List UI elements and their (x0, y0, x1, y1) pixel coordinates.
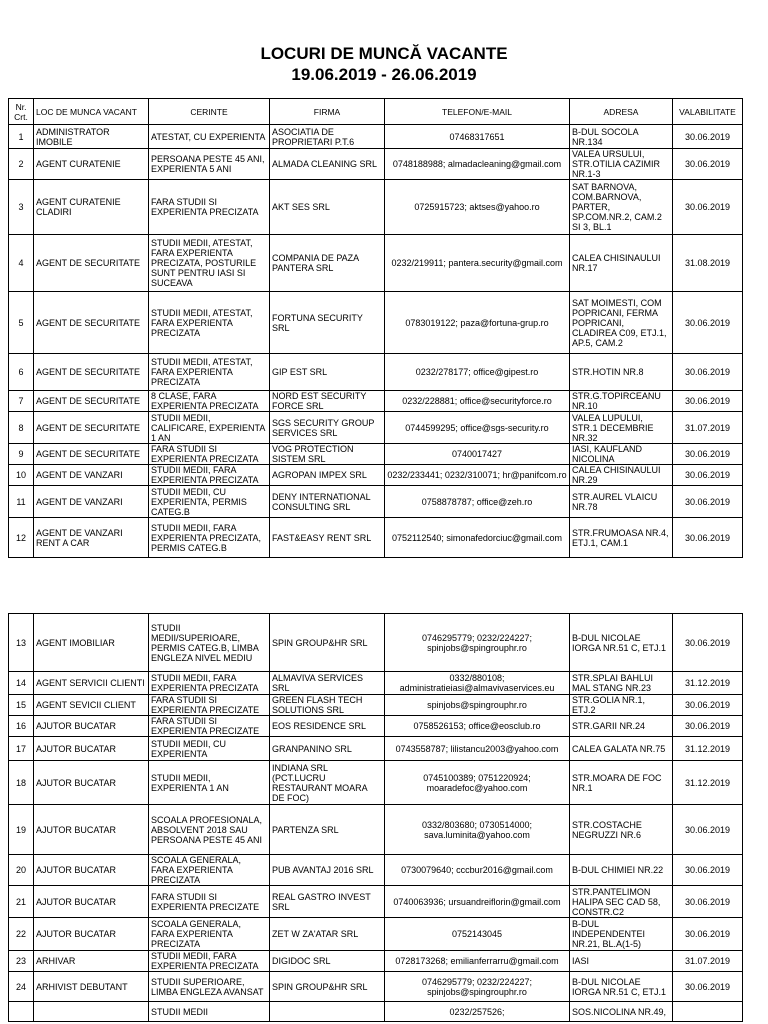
cell-valid-until: 30.06.2019 (673, 886, 743, 918)
cell-row-number: 10 (9, 465, 34, 486)
cell-company: ALMAVIVA SERVICES SRL (270, 672, 385, 695)
cell-valid-until: 31.12.2019 (673, 672, 743, 695)
cell-valid-until: 30.06.2019 (673, 292, 743, 354)
cell-row-number: 7 (9, 391, 34, 412)
cell-company: NORD EST SECURITY FORCE SRL (270, 391, 385, 412)
cell-row-number: 24 (9, 972, 34, 1002)
cell-company: AGROPAN IMPEX SRL (270, 465, 385, 486)
cell-requirements: ATESTAT, CU EXPERIENTA (149, 125, 270, 149)
cell-address: SOS.NICOLINA NR.49, (570, 1002, 673, 1022)
cell-contact: 0232/233441; 0232/310071; hr@panifcom.ro (385, 465, 570, 486)
cell-requirements: STUDII MEDII, ATESTAT, FARA EXPERIENTA PRECIZATA (149, 354, 270, 391)
cell-address: B-DUL INDEPENDENTEI NR.21, BL.A(1-5) (570, 918, 673, 951)
table-header-row (9, 99, 743, 125)
cell-job-title: AJUTOR BUCATAR (34, 886, 149, 918)
cell-company: FAST&EASY RENT SRL (270, 518, 385, 558)
cell-requirements: STUDII MEDII/SUPERIOARE, PERMIS CATEG.B, LIMBA ENGLEZA NIVEL MEDIU (149, 614, 270, 672)
cell-requirements: STUDII MEDII, FARA EXPERIENTA PRECIZATA, PERMIS CATEG.B (149, 518, 270, 558)
cell-row-number: 8 (9, 412, 34, 444)
cell-address: CALEA CHISINAULUI NR.29 (570, 465, 673, 486)
cell-company: AKT SES SRL (270, 180, 385, 235)
cell-address: IASI (570, 951, 673, 972)
table-row (9, 444, 743, 465)
cell-address: STR.GOLIA NR.1, ETJ.2 (570, 695, 673, 716)
cell-requirements: FARA STUDII SI EXPERIENTA PRECIZATA (149, 180, 270, 235)
cell-address: B-DUL NICOLAE IORGA NR.51 C, ETJ.1 (570, 614, 673, 672)
cell-row-number: 16 (9, 716, 34, 737)
cell-row-number: 18 (9, 761, 34, 805)
header-cerinte: CERINTE (149, 99, 270, 125)
cell-address: STR.G.TOPIRCEANU NR.10 (570, 391, 673, 412)
cell-address: VALEA LUPULUI, STR.1 DECEMBRIE NR.32 (570, 412, 673, 444)
cell-contact: 0725915723; aktses@yahoo.ro (385, 180, 570, 235)
cell-job-title: ADMINISTRATOR IMOBILE (34, 125, 149, 149)
cell-requirements: STUDII MEDII, CU EXPERIENTA, PERMIS CATEG.B (149, 486, 270, 518)
cell-job-title: AGENT IMOBILIAR (34, 614, 149, 672)
cell-valid-until: 30.06.2019 (673, 972, 743, 1002)
header-valabilitate: VALABILITATE (673, 99, 743, 125)
cell-row-number: 21 (9, 886, 34, 918)
table-row (9, 518, 743, 558)
header-telefon: TELEFON/E-MAIL (385, 99, 570, 125)
cell-company: ZET W ZA'ATAR SRL (270, 918, 385, 951)
cell-valid-until: 30.06.2019 (673, 716, 743, 737)
cell-company: SPIN GROUP&HR SRL (270, 972, 385, 1002)
cell-contact: 0730079640; cccbur2016@gmail.com (385, 855, 570, 886)
cell-row-number: 4 (9, 235, 34, 292)
cell-company: REAL GASTRO INVEST SRL (270, 886, 385, 918)
cell-valid-until: 30.06.2019 (673, 918, 743, 951)
header-nr: Nr. Crt. (9, 99, 34, 125)
cell-requirements: SCOALA PROFESIONALA, ABSOLVENT 2018 SAU PERSOANA PESTE 45 ANI (149, 805, 270, 855)
cell-contact: 0332/880108; administratieiasi@almavivaservices.eu (385, 672, 570, 695)
cell-requirements: FARA STUDII SI EXPERIENTA PRECIZATE (149, 695, 270, 716)
cell-address: IASI, KAUFLAND NICOLINA (570, 444, 673, 465)
cell-valid-until: 30.06.2019 (673, 444, 743, 465)
cell-row-number: 3 (9, 180, 34, 235)
cell-job-title: AJUTOR BUCATAR (34, 855, 149, 886)
cell-job-title: AGENT DE SECURITATE (34, 354, 149, 391)
table-row (9, 465, 743, 486)
cell-job-title: AGENT SERVICII CLIENTI (34, 672, 149, 695)
cell-company: GRANPANINO SRL (270, 737, 385, 761)
cell-company: VOG PROTECTION SISTEM SRL (270, 444, 385, 465)
cell-company: ASOCIATIA DE PROPRIETARI P.T.6 (270, 125, 385, 149)
cell-job-title: ARHIVIST DEBUTANT (34, 972, 149, 1002)
cell-row-number: 12 (9, 518, 34, 558)
cell-requirements: 8 CLASE, FARA EXPERIENTA PRECIZATA (149, 391, 270, 412)
cell-company: PARTENZA SRL (270, 805, 385, 855)
cell-contact: 0740063936; ursuandreiflorin@gmail.com (385, 886, 570, 918)
cell-row-number: 22 (9, 918, 34, 951)
cell-valid-until: 30.06.2019 (673, 614, 743, 672)
cell-job-title: AJUTOR BUCATAR (34, 737, 149, 761)
cell-requirements: PERSOANA PESTE 45 ANI, EXPERIENTA 5 ANI (149, 149, 270, 180)
cell-row-number: 6 (9, 354, 34, 391)
cell-contact: 0752112540; simonafedorciuc@gmail.com (385, 518, 570, 558)
cell-valid-until: 31.08.2019 (673, 235, 743, 292)
table-row (9, 716, 743, 737)
jobs-table-2-body (9, 614, 743, 1022)
cell-requirements: FARA STUDII SI EXPERIENTA PRECIZATE (149, 716, 270, 737)
cell-job-title: AJUTOR BUCATAR (34, 805, 149, 855)
cell-valid-until: 31.12.2019 (673, 761, 743, 805)
cell-job-title (34, 1002, 149, 1022)
cell-job-title: AGENT SEVICII CLIENT (34, 695, 149, 716)
cell-requirements: FARA STUDII SI EXPERIENTA PRECIZATA (149, 444, 270, 465)
cell-row-number: 17 (9, 737, 34, 761)
cell-job-title: AGENT CURATENIE (34, 149, 149, 180)
cell-valid-until: 30.06.2019 (673, 391, 743, 412)
cell-valid-until: 30.06.2019 (673, 695, 743, 716)
cell-address: SAT MOIMESTI, COM POPRICANI, FERMA POPRICANI, CLADIREA C09, ETJ.1, AP.5, CAM.2 (570, 292, 673, 354)
cell-row-number: 13 (9, 614, 34, 672)
table-row (9, 951, 743, 972)
cell-requirements: STUDII MEDII, CU EXPERIENTA (149, 737, 270, 761)
cell-contact: 0746295779; 0232/224227; spinjobs@spingrouphr.ro (385, 614, 570, 672)
table-row (9, 737, 743, 761)
cell-address: B-DUL CHIMIEI NR.22 (570, 855, 673, 886)
cell-requirements: STUDII MEDII, FARA EXPERIENTA PRECIZATA (149, 672, 270, 695)
cell-valid-until: 30.06.2019 (673, 125, 743, 149)
cell-contact: 0758526153; office@eosclub.ro (385, 716, 570, 737)
table-row (9, 354, 743, 391)
cell-contact: 0740017427 (385, 444, 570, 465)
cell-contact: 0783019122; paza@fortuna-grup.ro (385, 292, 570, 354)
table-row (9, 855, 743, 886)
page-subtitle: 19.06.2019 - 26.06.2019 (291, 65, 477, 84)
table-row (9, 292, 743, 354)
cell-valid-until: 30.06.2019 (673, 149, 743, 180)
cell-job-title: AGENT DE SECURITATE (34, 412, 149, 444)
cell-job-title: AGENT DE SECURITATE (34, 235, 149, 292)
cell-row-number: 11 (9, 486, 34, 518)
cell-job-title: AJUTOR BUCATAR (34, 716, 149, 737)
cell-company: FORTUNA SECURITY SRL (270, 292, 385, 354)
cell-requirements: STUDII MEDII, CALIFICARE, EXPERIENTA 1 AN (149, 412, 270, 444)
cell-row-number: 19 (9, 805, 34, 855)
header-adresa: ADRESA (570, 99, 673, 125)
cell-valid-until: 30.06.2019 (673, 465, 743, 486)
table-row (9, 805, 743, 855)
cell-address: STR.HOTIN NR.8 (570, 354, 673, 391)
cell-contact: 07468317651 (385, 125, 570, 149)
cell-company: DENY INTERNATIONAL CONSULTING SRL (270, 486, 385, 518)
cell-job-title: AGENT DE VANZARI (34, 465, 149, 486)
cell-requirements: STUDII MEDII (149, 1002, 270, 1022)
cell-company: GIP EST SRL (270, 354, 385, 391)
cell-valid-until (673, 1002, 743, 1022)
table-row (9, 972, 743, 1002)
cell-address: STR.MOARA DE FOC NR.1 (570, 761, 673, 805)
page-title: LOCURI DE MUNCĂ VACANTE (260, 44, 508, 63)
cell-row-number: 9 (9, 444, 34, 465)
cell-valid-until: 31.12.2019 (673, 737, 743, 761)
cell-row-number: 23 (9, 951, 34, 972)
cell-row-number: 15 (9, 695, 34, 716)
cell-address: STR.GARII NR.24 (570, 716, 673, 737)
table-row (9, 672, 743, 695)
cell-row-number: 14 (9, 672, 34, 695)
cell-row-number: 2 (9, 149, 34, 180)
table-row (9, 125, 743, 149)
cell-row-number: 1 (9, 125, 34, 149)
cell-requirements: FARA STUDII SI EXPERIENTA PRECIZATE (149, 886, 270, 918)
cell-requirements: STUDII MEDII, ATESTAT, FARA EXPERIENTA PRECIZATA (149, 292, 270, 354)
table-row (9, 918, 743, 951)
cell-contact: 0744599295; office@sgs-security.ro (385, 412, 570, 444)
table-row (9, 149, 743, 180)
cell-company: GREEN FLASH TECH SOLUTIONS SRL (270, 695, 385, 716)
table-row (9, 180, 743, 235)
cell-address: STR.PANTELIMON HALIPA SEC CAD 58, CONSTR.C2 (570, 886, 673, 918)
table-row (9, 391, 743, 412)
cell-job-title: AJUTOR BUCATAR (34, 918, 149, 951)
cell-contact: 0745100389; 0751220924; moaradefoc@yahoo.com (385, 761, 570, 805)
cell-contact: 0743558787; lilistancu2003@yahoo.com (385, 737, 570, 761)
cell-contact: 0232/219911; pantera.security@gmail.com (385, 235, 570, 292)
cell-requirements: STUDII MEDII, ATESTAT, FARA EXPERIENTA PRECIZATA, POSTURILE SUNT PENTRU IASI SI SUCEAVA (149, 235, 270, 292)
cell-contact: spinjobs@spingrouphr.ro (385, 695, 570, 716)
cell-job-title: ARHIVAR (34, 951, 149, 972)
cell-address: B-DUL NICOLAE IORGA NR.51 C, ETJ.1 (570, 972, 673, 1002)
cell-row-number: 5 (9, 292, 34, 354)
cell-valid-until: 30.06.2019 (673, 180, 743, 235)
header-loc: LOC DE MUNCA VACANT (34, 99, 149, 125)
cell-contact: 0232/257526; (385, 1002, 570, 1022)
cell-contact: 0748188988; almadacleaning@gmail.com (385, 149, 570, 180)
cell-job-title: AJUTOR BUCATAR (34, 761, 149, 805)
cell-address: SAT BARNOVA, COM.BARNOVA, PARTER, SP.COM.NR.2, CAM.2 SI 3, BL.1 (570, 180, 673, 235)
table-row (9, 235, 743, 292)
cell-valid-until: 30.06.2019 (673, 518, 743, 558)
cell-contact: 0746295779; 0232/224227; spinjobs@spingrouphr.ro (385, 972, 570, 1002)
cell-job-title: AGENT CURATENIE CLADIRI (34, 180, 149, 235)
cell-company: PUB AVANTAJ 2016 SRL (270, 855, 385, 886)
cell-job-title: AGENT DE SECURITATE (34, 444, 149, 465)
cell-requirements: SCOALA GENERALA, FARA EXPERIENTA PRECIZATA (149, 918, 270, 951)
cell-company (270, 1002, 385, 1022)
cell-company: SPIN GROUP&HR SRL (270, 614, 385, 672)
header-firma: FIRMA (270, 99, 385, 125)
cell-valid-until: 30.06.2019 (673, 805, 743, 855)
cell-valid-until: 30.06.2019 (673, 486, 743, 518)
cell-job-title: AGENT DE VANZARI (34, 486, 149, 518)
cell-contact: 0728173268; emilianferrarru@gmail.com (385, 951, 570, 972)
jobs-table-1-body (9, 125, 743, 558)
cell-contact: 0232/278177; office@gipest.ro (385, 354, 570, 391)
cell-company: COMPANIA DE PAZA PANTERA SRL (270, 235, 385, 292)
cell-contact: 0758878787; office@zeh.ro (385, 486, 570, 518)
cell-address: STR.COSTACHE NEGRUZZI NR.6 (570, 805, 673, 855)
cell-requirements: STUDII SUPERIOARE, LIMBA ENGLEZA AVANSAT (149, 972, 270, 1002)
cell-row-number (9, 1002, 34, 1022)
cell-company: DIGIDOC SRL (270, 951, 385, 972)
cell-valid-until: 30.06.2019 (673, 354, 743, 391)
cell-company: INDIANA SRL (PCT.LUCRU RESTAURANT MOARA DE FOC) (270, 761, 385, 805)
cell-address: STR.SPLAI BAHLUI MAL STANG NR.23 (570, 672, 673, 695)
cell-job-title: AGENT DE SECURITATE (34, 391, 149, 412)
cell-address: B-DUL SOCOLA NR.134 (570, 125, 673, 149)
table-row (9, 886, 743, 918)
cell-job-title: AGENT DE VANZARI RENT A CAR (34, 518, 149, 558)
cell-requirements: STUDII MEDII, FARA EXPERIENTA PRECIZATA (149, 465, 270, 486)
table-row (9, 614, 743, 672)
cell-valid-until: 31.07.2019 (673, 951, 743, 972)
cell-contact: 0752143045 (385, 918, 570, 951)
cell-requirements: SCOALA GENERALA, FARA EXPERIENTA PRECIZATA (149, 855, 270, 886)
cell-valid-until: 30.06.2019 (673, 855, 743, 886)
cell-row-number: 20 (9, 855, 34, 886)
cell-contact: 0232/228881; office@securityforce.ro (385, 391, 570, 412)
cell-contact: 0332/803680; 0730514000; sava.luminita@yahoo.com (385, 805, 570, 855)
cell-requirements: STUDII MEDII, FARA EXPERIENTA PRECIZATA (149, 951, 270, 972)
cell-address: STR.AUREL VLAICU NR.78 (570, 486, 673, 518)
table-row (9, 412, 743, 444)
table-row (9, 761, 743, 805)
cell-requirements: STUDII MEDII, EXPERIENTA 1 AN (149, 761, 270, 805)
jobs-table-2 (8, 613, 743, 1022)
cell-valid-until: 31.07.2019 (673, 412, 743, 444)
table-row (9, 1002, 743, 1022)
cell-address: VALEA URSULUI, STR.OTILIA CAZIMIR NR.1-3 (570, 149, 673, 180)
table-row (9, 695, 743, 716)
table-row (9, 486, 743, 518)
cell-job-title: AGENT DE SECURITATE (34, 292, 149, 354)
cell-company: ALMADA CLEANING SRL (270, 149, 385, 180)
jobs-table-1 (8, 98, 743, 558)
cell-address: STR.FRUMOASA NR.4, ETJ.1, CAM.1 (570, 518, 673, 558)
cell-address: CALEA GALATA NR.75 (570, 737, 673, 761)
cell-company: SGS SECURITY GROUP SERVICES SRL (270, 412, 385, 444)
cell-address: CALEA CHISINAULUI NR.17 (570, 235, 673, 292)
cell-company: EOS RESIDENCE SRL (270, 716, 385, 737)
